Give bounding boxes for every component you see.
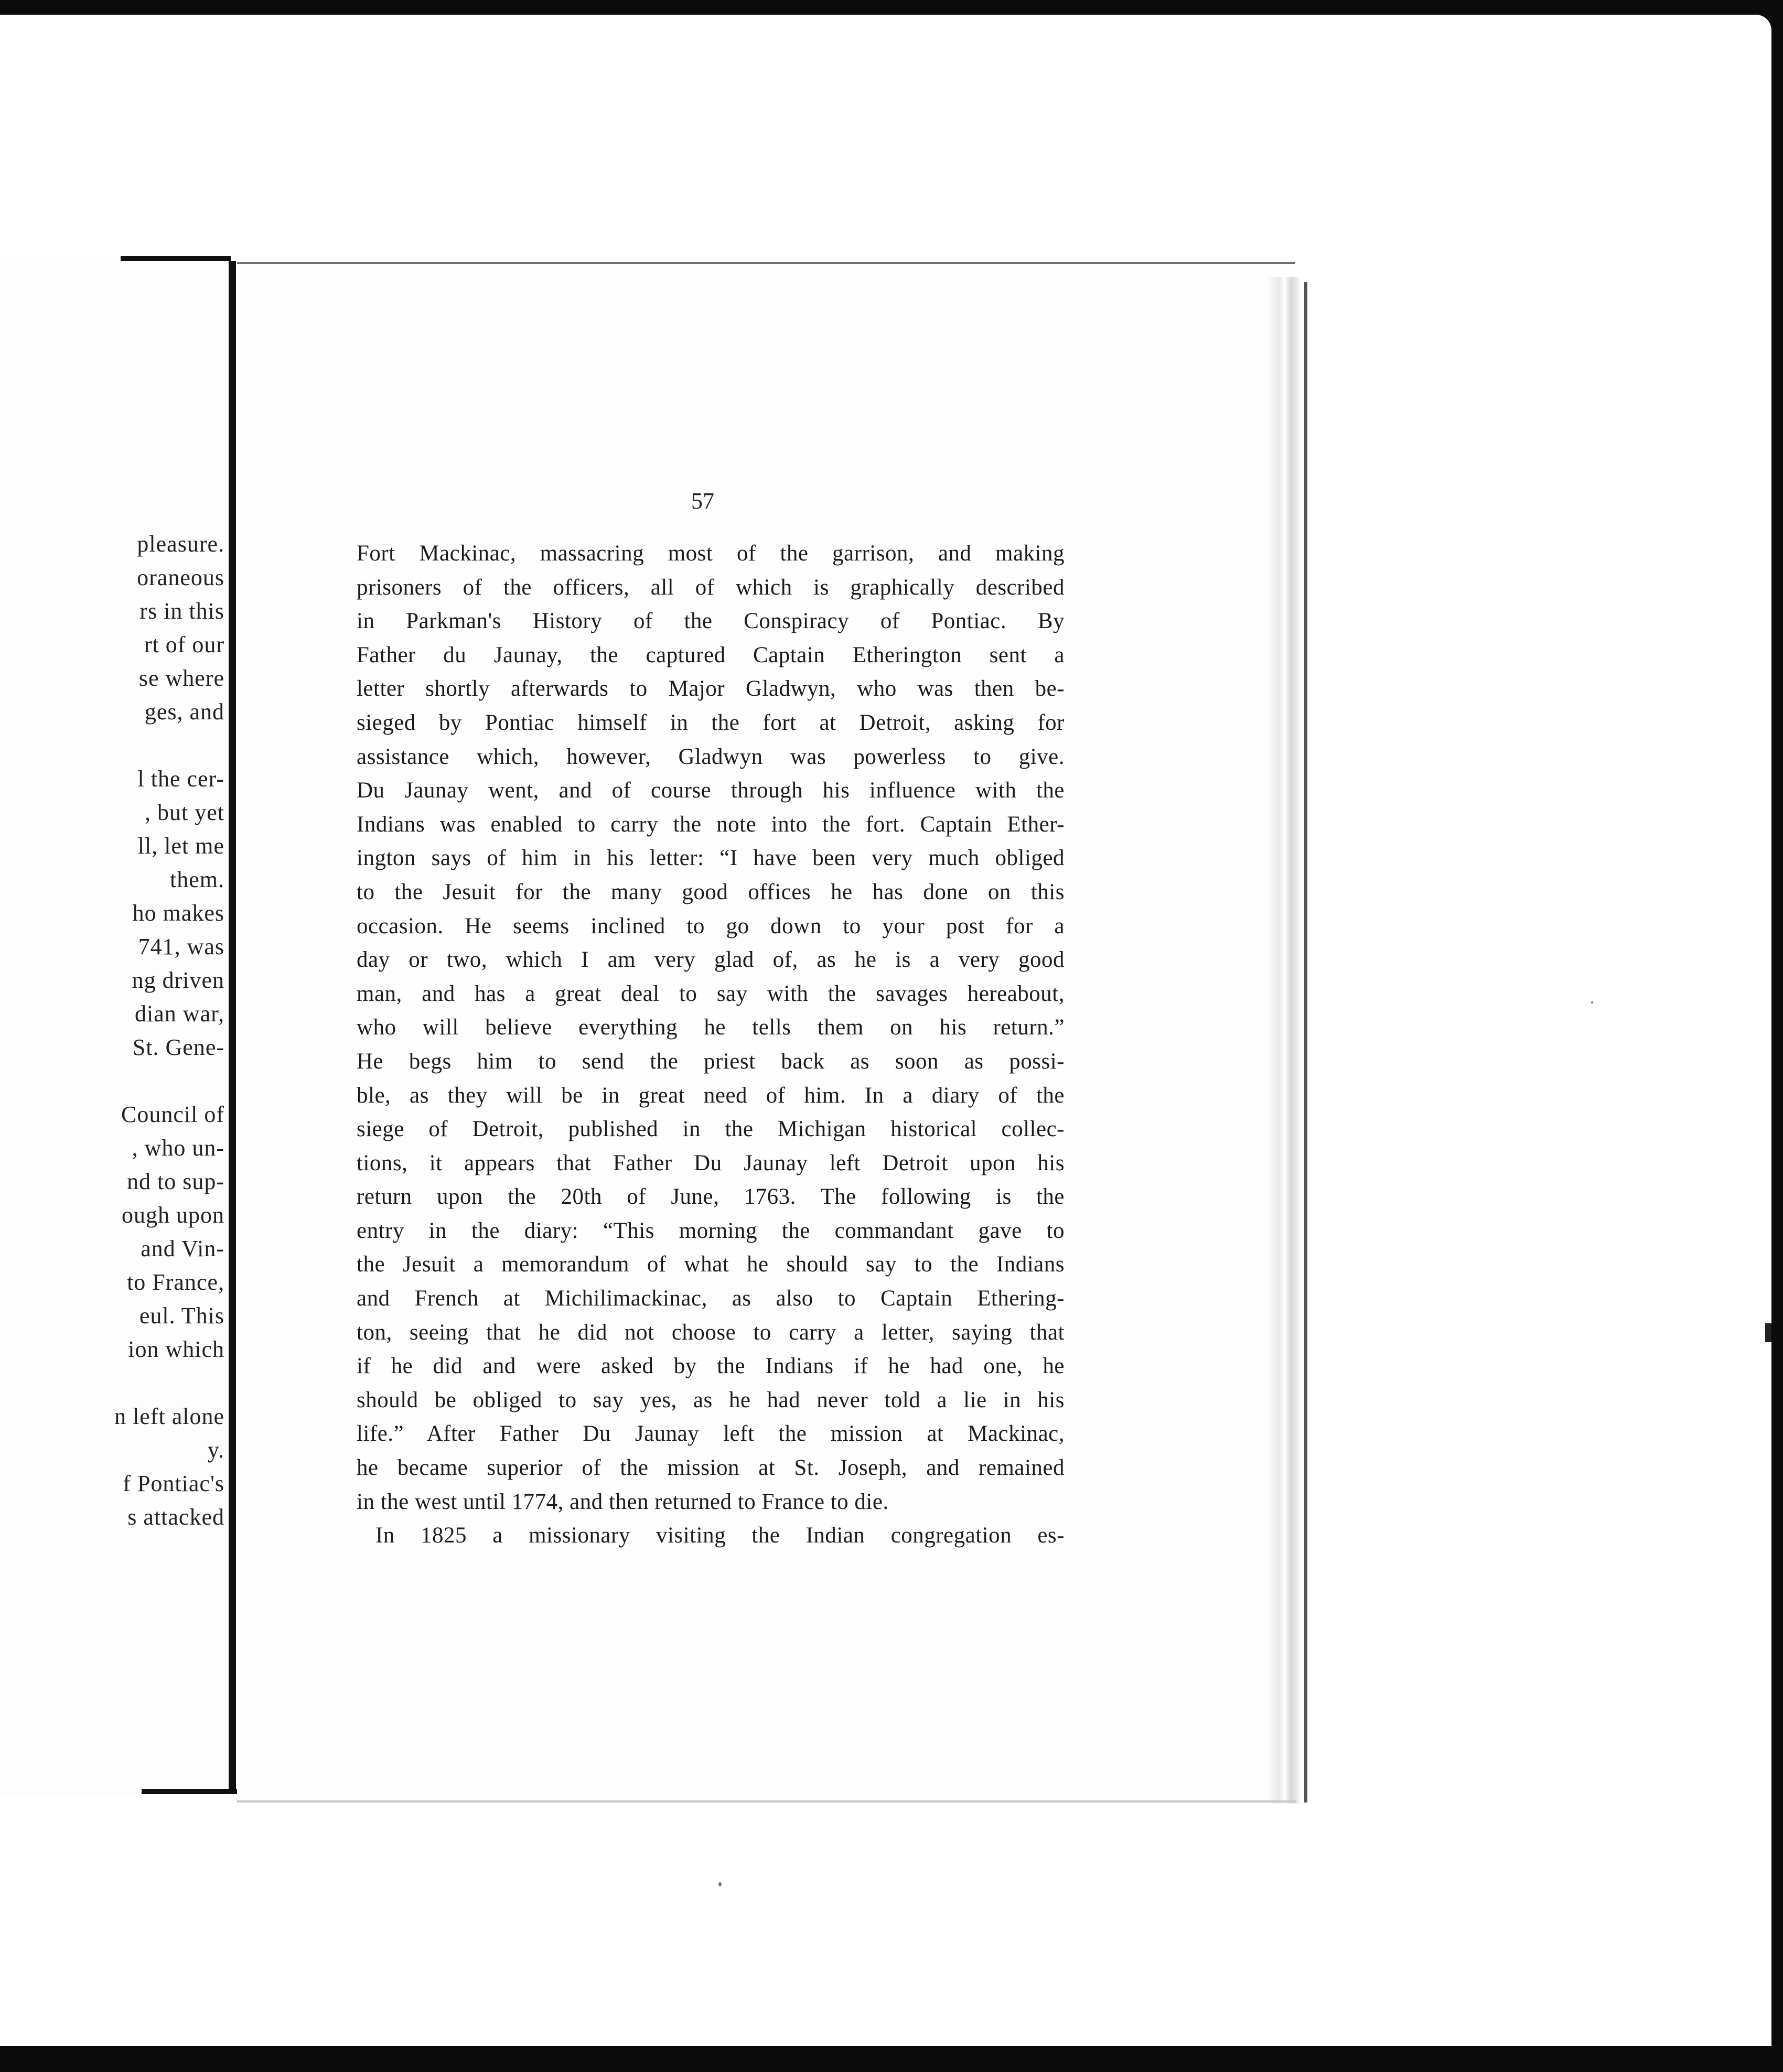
left-page — [0, 256, 231, 1795]
left-page-line: ion which — [128, 1336, 224, 1362]
left-page-line: dian war, — [135, 1001, 224, 1027]
text-line: return upon the 20th of June, 1763. The following is the — [357, 1184, 1065, 1210]
scan-edge-mark — [1765, 1323, 1771, 1342]
text-line: Father du Jaunay, the captured Captain Etherington sent a — [357, 642, 1065, 667]
text-line: ington says of him in his letter: “I have been very much obliged — [357, 846, 1065, 871]
text-line: letter shortly afterwards to Major Gladwyn, who was then be- — [357, 676, 1065, 702]
text-line: if he did and were asked by the Indians if he had one, he — [357, 1354, 1065, 1379]
left-page-line: s attacked — [127, 1504, 224, 1530]
left-page-line: Council of — [121, 1102, 224, 1127]
text-line: ble, as they will be in great need of him. In a diary of the — [357, 1083, 1065, 1108]
left-page-line: f Pontiac's — [123, 1471, 224, 1496]
dust-speck — [718, 1882, 722, 1886]
text-line: to the Jesuit for the many good offices he has done on this — [357, 879, 1065, 904]
page-edge-line — [1304, 282, 1307, 1803]
text-line: assistance which, however, Gladwyn was powerless to give. — [357, 744, 1065, 769]
spine-top-edge — [121, 256, 231, 261]
text-line: he became superior of the mission at St. Joseph, and remained — [357, 1455, 1065, 1481]
left-page-line: to France, — [127, 1269, 224, 1295]
text-line: the Jesuit a memorandum of what he should say to the Indians — [357, 1252, 1065, 1277]
text-line: Indians was enabled to carry the note into the fort. Captain Ether- — [357, 812, 1065, 837]
text-line: entry in the diary: “This morning the commandant gave to — [357, 1218, 1065, 1243]
text-line: sieged by Pontiac himself in the fort at Detroit, asking for — [357, 710, 1065, 735]
text-line: and French at Michilimackinac, as also to Captain Ethering- — [357, 1286, 1065, 1311]
page-number: 57 — [691, 488, 714, 514]
left-page-line: and Vin- — [141, 1236, 224, 1261]
left-page-line: se where — [138, 665, 224, 691]
left-page-line: 741, was — [138, 934, 224, 959]
left-page-line: nd to sup- — [127, 1169, 224, 1194]
left-page-line: , but yet — [145, 800, 224, 825]
text-line: tions, it appears that Father Du Jaunay left Detroit upon his — [357, 1150, 1065, 1175]
left-page-line: rs in this — [139, 598, 224, 624]
text-line: ton, seeing that he did not choose to carry a letter, saying that — [357, 1320, 1065, 1345]
body-text — [357, 537, 1065, 1553]
left-page-line: ho makes — [132, 900, 224, 926]
text-line: who will believe everything he tells them on his return.” — [357, 1015, 1065, 1040]
left-page-line: ough upon — [122, 1202, 224, 1228]
left-page-line: pleasure. — [137, 531, 224, 557]
text-line: day or two, which I am very glad of, as he is a very good — [357, 947, 1065, 973]
text-line: siege of Detroit, published in the Michigan historical collec- — [357, 1117, 1065, 1142]
text-line: should be obliged to say yes, as he had never told a lie in his — [357, 1387, 1065, 1412]
left-page-line: them. — [170, 867, 224, 892]
left-page-line: y. — [207, 1437, 224, 1463]
text-line: Fort Mackinac, massacring most of the garrison, and making — [357, 541, 1065, 566]
left-page-line: St. Gene- — [132, 1034, 224, 1060]
text-line: occasion. He seems inclined to go down to your post for a — [357, 913, 1065, 938]
left-page-line: oraneous — [137, 565, 224, 590]
left-page-line: ges, and — [144, 699, 224, 725]
dust-speck — [1591, 1001, 1593, 1003]
text-line: Du Jaunay went, and of course through his influence with the — [357, 778, 1065, 803]
text-line: prisoners of the officers, all of which is graphically described — [357, 575, 1065, 600]
left-page-line: n left alone — [114, 1404, 224, 1429]
text-line: In 1825 a missionary visiting the Indian congregation es- — [375, 1523, 1065, 1548]
left-page-line: l the cer- — [137, 766, 224, 792]
text-line: life.” After Father Du Jaunay left the mission at Mackinac, — [357, 1421, 1065, 1447]
left-page-line: ng driven — [132, 967, 224, 993]
page-bottom-shadow — [237, 1800, 1296, 1803]
left-page-line: ll, let me — [137, 833, 224, 859]
left-page-line: eul. This — [139, 1303, 224, 1329]
text-line: in Parkman's History of the Conspiracy of Pontiac. By — [357, 609, 1065, 634]
text-line: He begs him to send the priest back as soon as possi- — [357, 1049, 1065, 1074]
left-page-line: , who un- — [132, 1135, 224, 1161]
text-line: man, and has a great deal to say with the savages hereabout, — [357, 981, 1065, 1006]
text-line: in the west until 1774, and then returned to France to die. — [357, 1489, 889, 1514]
left-page-line: rt of our — [144, 632, 224, 657]
book-spine — [229, 261, 236, 1792]
page-stack-edge — [1266, 277, 1299, 1804]
